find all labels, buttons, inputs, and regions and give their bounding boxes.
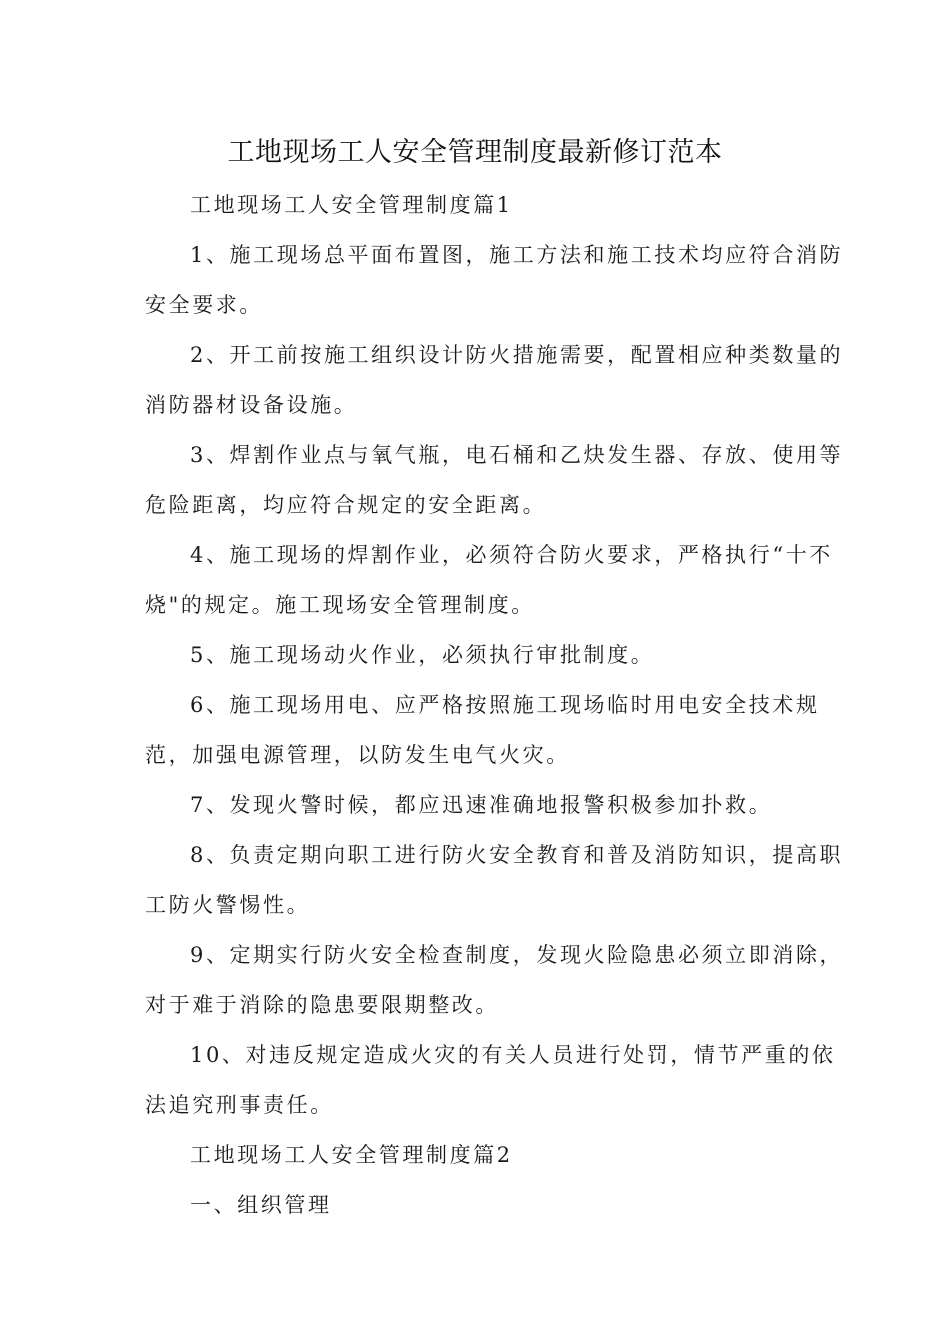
section-heading-2: 工地现场工人安全管理制度篇2 — [190, 1143, 513, 1167]
paragraph-line: 消防器材设备设施。 — [145, 393, 358, 417]
paragraph-line: 范，加强电源管理，以防发生电气火灾。 — [145, 743, 570, 767]
paragraph-line: 安全要求。 — [145, 293, 263, 317]
paragraph-line: 6、施工现场用电、应严格按照施工现场临时用电安全技术规 — [190, 693, 820, 717]
paragraph-line: 法追究刑事责任。 — [145, 1093, 334, 1117]
document-title: 工地现场工人安全管理制度最新修订范本 — [227, 137, 723, 168]
paragraph-line: 3、焊割作业点与氧气瓶，电石桶和乙炔发生器、存放、使用等 — [190, 443, 844, 467]
paragraph-line: 烧"的规定。施工现场安全管理制度。 — [145, 593, 535, 617]
paragraph-line: 8、负责定期向职工进行防火安全教育和普及消防知识，提高职 — [190, 843, 844, 867]
paragraph-line: 1、施工现场总平面布置图，施工方法和施工技术均应符合消防 — [190, 243, 844, 267]
paragraph-line: 9、定期实行防火安全检查制度，发现火险隐患必须立即消除， — [190, 943, 844, 967]
paragraph-line: 5、施工现场动火作业，必须执行审批制度。 — [190, 643, 655, 667]
subsection-heading: 一、组织管理 — [190, 1193, 332, 1217]
paragraph-line: 工防火警惕性。 — [145, 893, 311, 917]
paragraph-line: 2、开工前按施工组织设计防火措施需要，配置相应种类数量的 — [190, 343, 844, 367]
paragraph-line: 10、对违反规定造成火灾的有关人员进行处罚，情节严重的依 — [190, 1043, 836, 1067]
paragraph-line: 4、施工现场的焊割作业，必须符合防火要求，严格执行“十不 — [190, 543, 833, 567]
paragraph-line: 危险距离，均应符合规定的安全距离。 — [145, 493, 547, 517]
document-body — [145, 180, 844, 1230]
paragraph-line: 7、发现火警时候，都应迅速准确地报警积极参加扑救。 — [190, 793, 773, 817]
paragraph-line: 对于难于消除的隐患要限期整改。 — [145, 993, 499, 1017]
section-heading-1: 工地现场工人安全管理制度篇1 — [190, 193, 513, 217]
